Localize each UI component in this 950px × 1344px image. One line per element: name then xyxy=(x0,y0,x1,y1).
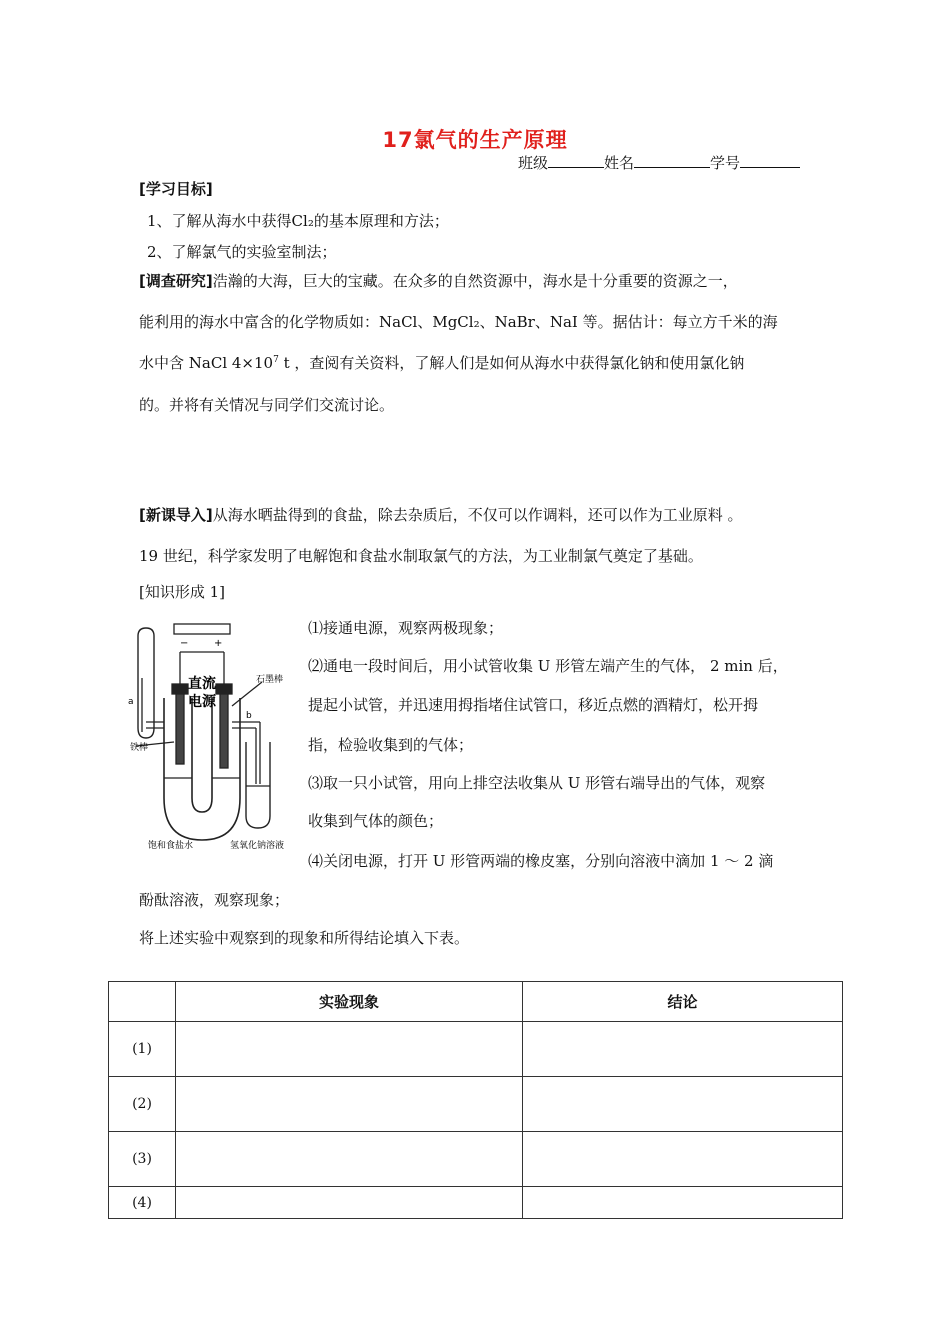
step-3-line-2: 收集到气体的颜色； xyxy=(308,812,444,830)
step-4-line-2: 酚酞溶液，观察现象； xyxy=(139,891,290,909)
phenomenon-cell[interactable] xyxy=(176,1022,523,1077)
id-blank[interactable] xyxy=(740,153,800,168)
header-phenomenon: 实验现象 xyxy=(176,982,523,1022)
row-label: (1) xyxy=(109,1022,176,1077)
research-heading: [调查研究] xyxy=(139,272,213,290)
page-title: 17氯气的生产原理 xyxy=(382,128,568,152)
row-label: (3) xyxy=(109,1132,176,1187)
goal-item-2: 2、了解氯气的实验室制法； xyxy=(147,243,337,261)
step-2-line-2: 提起小试管，并迅速用拇指堵住试管口，移近点燃的酒精灯，松开拇 xyxy=(308,696,759,714)
results-table xyxy=(108,981,843,1219)
conclusion-cell[interactable] xyxy=(523,1187,843,1219)
header-conclusion: 结论 xyxy=(523,982,843,1022)
power-label-2: 电源 xyxy=(188,694,216,710)
class-blank[interactable] xyxy=(548,153,604,168)
research-line-1: [调查研究]浩瀚的大海，巨大的宝藏。在众多的自然资源中，海水是十分重要的资源之一， xyxy=(139,272,738,290)
phenomenon-cell[interactable] xyxy=(176,1077,523,1132)
step-2-line-1: ⑵通电一段时间后，用小试管收集 U 形管左端产生的气体， 2 min 后， xyxy=(308,657,788,675)
table-row xyxy=(109,1022,843,1077)
research-line-3: 水中含 NaCl $4\times 10^7$ t ，查阅有关资料，了解人们是如何从海水中获得氯化钠和使用氯化钠 xyxy=(139,354,745,372)
table-row xyxy=(109,1077,843,1132)
row-label: (2) xyxy=(109,1077,176,1132)
step-1: ⑴接通电源，观察两极现象； xyxy=(308,619,504,637)
phenomenon-cell[interactable] xyxy=(176,1132,523,1187)
research-line-4: 的。并将有关情况与同学们交流讨论。 xyxy=(139,396,395,414)
table-row xyxy=(109,1187,843,1219)
research-line-2: 能利用的海水中富含的化学物质如：NaCl、MgCl₂、NaBr、NaI 等。据估计：每立方千米的海 xyxy=(139,313,778,331)
power-label-1: 直流 xyxy=(188,676,216,692)
fill-note: 将上述实验中观察到的现象和所得结论填入下表。 xyxy=(139,929,470,947)
intro-line-2: 19 世纪，科学家发明了电解饱和食盐水制取氯气的方法，为工业制氯气奠定了基础。 xyxy=(139,547,703,565)
name-blank[interactable] xyxy=(634,153,710,168)
table-row xyxy=(109,1132,843,1187)
brine-label: 饱和食盐水 xyxy=(148,841,194,850)
phenomenon-cell[interactable] xyxy=(176,1187,523,1219)
label-b: b xyxy=(246,711,252,721)
label-a: a xyxy=(128,697,134,707)
goals-heading: [学习目标] xyxy=(139,180,213,198)
intro-heading: [新课导入] xyxy=(139,506,213,524)
step-3-line-1: ⑶取一只小试管，用向上排空法收集从 U 形管右端导出的气体，观察 xyxy=(308,774,766,792)
student-info-line xyxy=(518,152,800,173)
naoh-tube xyxy=(246,742,270,828)
plus-sign: + xyxy=(214,638,223,649)
intro-line-1: [新课导入]从海水晒盐得到的食盐，除去杂质后，不仅可以作调料，还可以作为工业原料 。 xyxy=(139,506,743,524)
battery-cell xyxy=(174,624,230,634)
knowledge-heading: [知识形成 1] xyxy=(139,583,226,601)
name-label: 姓名 xyxy=(604,154,635,172)
naoh-label: 氢氧化钠溶液 xyxy=(230,841,285,850)
conclusion-cell[interactable] xyxy=(523,1022,843,1077)
row-label: (4) xyxy=(109,1187,176,1219)
table-header-row xyxy=(109,982,843,1022)
goal-item-1: 1、了解从海水中获得Cl₂的基本原理和方法； xyxy=(147,212,449,230)
class-label: 班级 xyxy=(518,154,549,172)
minus-sign: − xyxy=(180,638,189,649)
step-4-line-1: ⑷关闭电源，打开 U 形管两端的橡皮塞，分别向溶液中滴加 1 ～ 2 滴 xyxy=(308,852,774,870)
conclusion-cell[interactable] xyxy=(523,1132,843,1187)
id-label: 学号 xyxy=(710,154,741,172)
iron-label: 铁棒 xyxy=(130,743,149,753)
header-blank xyxy=(109,982,176,1022)
conclusion-cell[interactable] xyxy=(523,1077,843,1132)
step-2-line-3: 指，检验收集到的气体； xyxy=(308,736,474,754)
electrolysis-diagram xyxy=(128,618,296,850)
graphite-label: 石墨棒 xyxy=(256,675,284,685)
